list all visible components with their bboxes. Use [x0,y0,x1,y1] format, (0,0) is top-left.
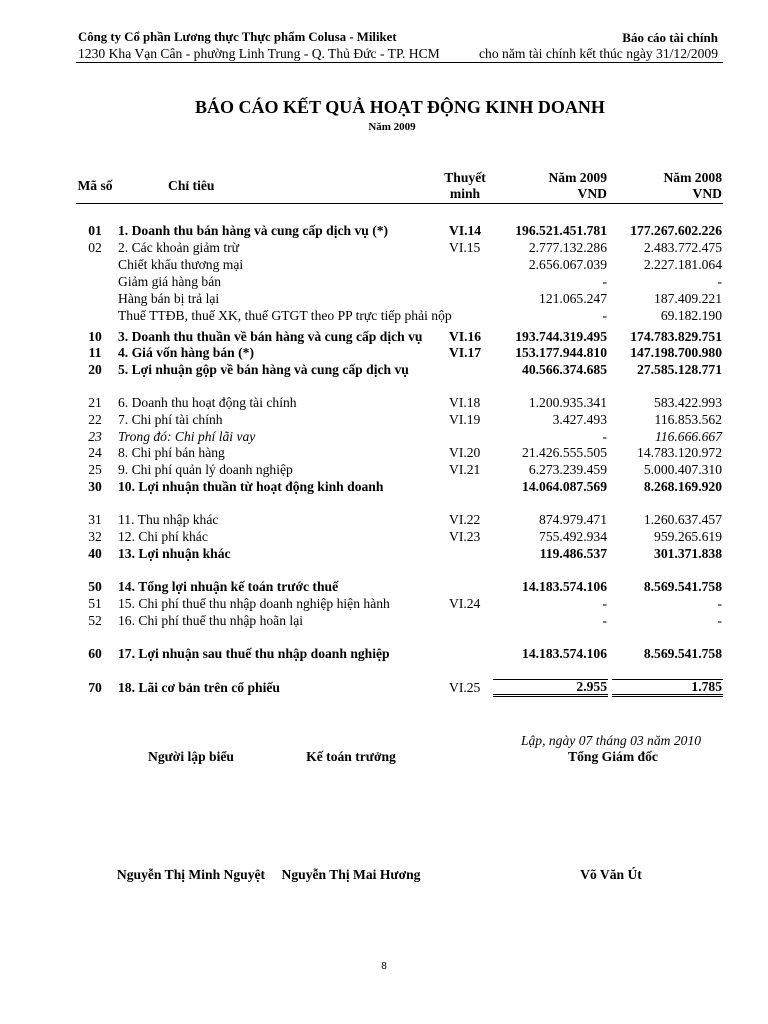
value-2009-cell: - [602,613,607,628]
value-2008-cell: 187.409.221 [654,291,722,306]
code-cell: 23 [88,429,102,444]
table-row [76,545,723,562]
item-cell: 4. Giá vốn hàng bán (*) [118,345,254,360]
table-row [76,645,723,662]
report-type: Báo cáo tài chính [622,30,718,45]
value-2009-cell: 3.427.493 [552,412,607,427]
item-cell: 9. Chi phí quản lý doanh nghiệp [118,462,293,477]
value-2008-cell: 8.569.541.758 [643,579,722,594]
table-row [76,328,723,345]
item-cell: 1. Doanh thu bán hàng và cung cấp dịch vụ (*) [118,223,389,238]
value-2009-cell: 40.566.374.685 [522,362,607,377]
table-row [76,344,723,361]
table-row [76,239,723,256]
table-row [76,361,723,378]
item-cell: Chiết khấu thương mại [118,257,244,272]
value-2008-cell: 27.585.128.771 [637,362,722,377]
table-row [76,290,723,307]
value-2008-cell: 116.666.667 [655,429,722,444]
code-cell: 20 [88,362,102,377]
value-2009-cell: 14.183.574.106 [522,579,607,594]
table-row [76,428,723,445]
code-cell: 50 [88,579,102,594]
table-row [76,511,723,528]
note-cell: VI.16 [449,329,482,344]
preparer-role: Người lập biểu [148,749,234,764]
item-cell: 2. Các khoản giảm trừ [118,240,239,255]
column-header-2009-unit: VND [577,186,607,201]
table-row [76,222,723,239]
header-divider [76,62,723,63]
table-row [76,307,723,324]
value-2008-cell: 1.785 [612,679,723,697]
value-2009-cell: 14.064.087.569 [522,479,607,494]
code-cell: 25 [88,462,102,477]
note-cell: VI.22 [449,512,481,527]
value-2009-cell: 119.486.537 [539,546,607,561]
value-2009-cell: 2.777.132.286 [528,240,607,255]
code-cell: 02 [88,240,102,255]
value-2009-cell: - [602,308,607,323]
value-2009-cell: 14.183.574.106 [522,646,607,661]
table-row [76,595,723,612]
code-cell: 40 [88,546,102,561]
table-row [76,612,723,629]
item-cell: Giảm giá hàng bán [118,274,222,289]
note-cell: VI.20 [449,445,481,460]
value-2008-cell: 116.853.562 [654,412,722,427]
table-row [76,578,723,595]
item-cell: 16. Chi phí thuế thu nhập hoãn lại [118,613,304,628]
code-cell: 24 [88,445,102,460]
page-subtitle: Năm 2009 [368,121,416,133]
item-cell: 18. Lãi cơ bản trên cổ phiếu [118,680,280,695]
table-row [76,528,723,545]
table-row [76,394,723,411]
value-2008-cell: 69.182.190 [660,308,722,323]
value-2008-cell: - [717,613,722,628]
note-cell: VI.17 [449,345,482,360]
value-2008-cell: 583.422.993 [654,395,722,410]
value-2009-cell: 2.656.067.039 [528,257,607,272]
value-2009-cell: 2.955 [493,679,608,697]
value-2009-cell: 196.521.451.781 [515,223,607,238]
value-2009-cell: 874.979.471 [539,512,607,527]
column-header-2008: Năm 2008 [663,170,722,185]
report-period: cho năm tài chính kết thúc ngày 31/12/2009 [479,46,718,61]
column-header-2009: Năm 2009 [548,170,607,185]
code-cell: 70 [88,680,102,695]
general-director-role: Tổng Giám đốc [568,749,658,764]
general-director-name: Võ Văn Út [580,867,642,882]
value-2008-cell: - [717,274,722,289]
value-2009-cell: - [602,429,607,444]
item-cell: 15. Chi phí thuế thu nhập doanh nghiệp hiện hành [118,596,390,611]
code-cell: 60 [88,646,102,661]
value-2008-cell: 1.260.637.457 [643,512,722,527]
code-cell: 52 [88,613,102,628]
value-2008-cell: 147.198.700.980 [630,345,722,360]
item-cell: 8. Chi phí bán hàng [118,445,225,460]
note-cell: VI.23 [449,529,481,544]
item-cell: 13. Lợi nhuận khác [118,546,231,561]
column-header-note: minh [449,186,481,201]
value-2009-cell: - [602,596,607,611]
table-row [76,444,723,461]
value-2009-cell: 1.200.935.341 [528,395,607,410]
code-cell: 10 [88,329,102,344]
table-row [76,679,723,696]
table-row [76,461,723,478]
item-cell: Trong đó: Chi phí lãi vay [118,429,256,444]
page-number: 8 [381,961,387,972]
value-2008-cell: 177.267.602.226 [630,223,722,238]
chief-accountant-role: Kế toán trưởng [306,749,396,764]
value-2008-cell: 8.268.169.920 [643,479,722,494]
code-cell: 22 [88,412,102,427]
value-2009-cell: - [602,274,607,289]
value-2009-cell: 153.177.944.810 [515,345,607,360]
column-header-2008-unit: VND [692,186,722,201]
item-cell: 17. Lợi nhuận sau thuế thu nhập doanh nghiệp [118,646,390,661]
item-cell: Hàng bán bị trả lại [118,291,220,306]
value-2008-cell: 5.000.407.310 [643,462,722,477]
note-cell: VI.25 [449,680,481,695]
chief-accountant-name: Nguyễn Thị Mai Hương [281,867,421,882]
value-2008-cell: 2.483.772.475 [643,240,722,255]
item-cell: 10. Lợi nhuận thuần từ hoạt động kinh doanh [118,479,384,494]
item-cell: 6. Doanh thu hoạt động tài chính [118,395,297,410]
value-2008-cell: 959.265.619 [654,529,722,544]
company-address: 1230 Kha Vạn Cân - phường Linh Trung - Q. Thủ Đức - TP. HCM [78,46,440,61]
code-cell: 31 [88,512,102,527]
value-2008-cell: 174.783.829.751 [630,329,722,344]
value-2009-cell: 6.273.239.459 [528,462,607,477]
signing-date: Lập, ngày 07 tháng 03 năm 2010 [520,733,702,748]
value-2008-cell: 301.371.838 [654,546,722,561]
item-cell: 12. Chi phí khác [118,529,208,544]
item-cell: 3. Doanh thu thuần về bán hàng và cung cấp dịch vụ [118,329,423,344]
table-header-divider [76,203,723,204]
page-title: BÁO CÁO KẾT QUẢ HOẠT ĐỘNG KINH DOANH [195,97,605,117]
code-cell: 32 [88,529,102,544]
item-cell: 14. Tổng lợi nhuận kế toán trước thuế [118,579,339,594]
code-cell: 30 [88,479,102,494]
value-2009-cell: 193.744.319.495 [515,329,607,344]
note-cell: VI.21 [449,462,481,477]
preparer-name: Nguyễn Thị Minh Nguyệt [116,867,266,882]
table-row [76,273,723,290]
note-cell: VI.24 [449,596,481,611]
note-cell: VI.18 [449,395,481,410]
item-cell: Thuế TTĐB, thuế XK, thuế GTGT theo PP trực tiếp phải nộp [118,308,452,323]
code-cell: 21 [88,395,102,410]
value-2009-cell: 755.492.934 [539,529,607,544]
column-header-note: Thuyết [444,170,486,185]
table-row [76,411,723,428]
note-cell: VI.15 [449,240,481,255]
code-cell: 51 [88,596,102,611]
value-2008-cell: 8.569.541.758 [643,646,722,661]
table-row [76,256,723,273]
value-2008-cell: 14.783.120.972 [637,445,722,460]
value-2009-cell: 21.426.555.505 [522,445,607,460]
column-header-code: Mã số [77,178,113,193]
code-cell: 11 [88,345,102,360]
column-header-item: Chỉ tiêu [168,178,215,193]
item-cell: 5. Lợi nhuận gộp về bán hàng và cung cấp dịch vụ [118,362,409,377]
note-cell: VI.19 [449,412,481,427]
value-2008-cell: 2.227.181.064 [643,257,722,272]
company-name: Công ty Cổ phần Lương thực Thực phẩm Colusa - Miliket [78,30,397,44]
value-2009-cell: 121.065.247 [539,291,607,306]
item-cell: 11. Thu nhập khác [118,512,219,527]
note-cell: VI.14 [449,223,482,238]
value-2008-cell: - [717,596,722,611]
code-cell: 01 [88,223,102,238]
item-cell: 7. Chi phí tài chính [118,412,223,427]
table-row [76,478,723,495]
